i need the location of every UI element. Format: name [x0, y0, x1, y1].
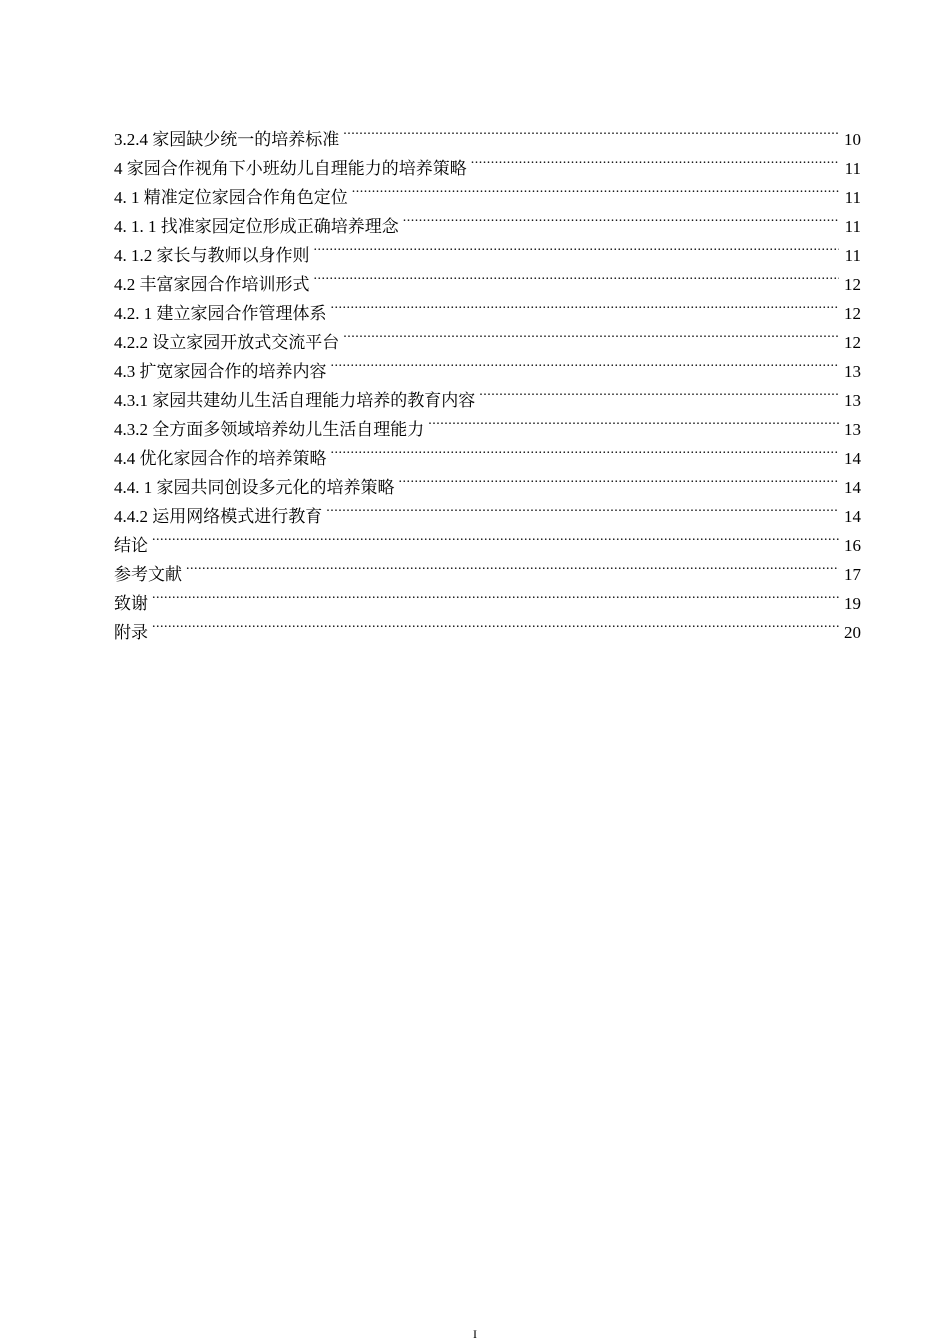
toc-dot-leader — [343, 319, 839, 348]
toc-entry-title: 4.2. 1 建立家园合作管理体系 — [114, 304, 327, 323]
toc-entry-page: 12 — [844, 275, 861, 294]
toc-entry-title: 4.4.2 运用网络模式进行教育 — [114, 507, 323, 526]
toc-entry-title: 4. 1. 1 找准家园定位形成正确培养理念 — [114, 217, 399, 236]
toc-entry-page: 13 — [844, 420, 861, 439]
toc-entry-title: 4.3.2 全方面多领域培养幼儿生活自理能力 — [114, 420, 425, 439]
toc-entry[interactable] — [114, 116, 861, 149]
toc-entry-title: 4.3 扩宽家园合作的培养内容 — [114, 362, 327, 381]
toc-entry-page: 11 — [844, 217, 861, 236]
toc-entry-page: 19 — [844, 594, 861, 613]
toc-entry-title: 4.2 丰富家园合作培训形式 — [114, 275, 310, 294]
toc-entry-page: 14 — [844, 507, 861, 526]
toc-entry-title: 结论 — [114, 536, 148, 555]
toc-dot-leader — [152, 609, 839, 638]
toc-entry-title: 4.3.1 家园共建幼儿生活自理能力培养的教育内容 — [114, 391, 476, 410]
toc-entry[interactable] — [114, 609, 861, 642]
toc-entry-title: 4.4 优化家园合作的培养策略 — [114, 449, 327, 468]
toc-dot-leader — [479, 377, 839, 406]
toc-dot-leader — [331, 290, 840, 319]
toc-entry[interactable] — [114, 522, 861, 555]
toc-entry-page: 13 — [844, 391, 861, 410]
toc-dot-leader — [152, 522, 839, 551]
toc-entry-page: 16 — [844, 536, 861, 555]
toc-entry-title: 4. 1 精准定位家园合作角色定位 — [114, 188, 348, 207]
toc-entry-title: 4.2.2 设立家园开放式交流平台 — [114, 333, 340, 352]
toc-entry-page: 11 — [844, 188, 861, 207]
toc-entry-page: 11 — [844, 159, 861, 178]
toc-entry-page: 17 — [844, 565, 861, 584]
toc-entry-title: 4. 1.2 家长与教师以身作则 — [114, 246, 310, 265]
toc-entry-page: 14 — [844, 449, 861, 468]
toc-dot-leader — [326, 493, 839, 522]
toc-entry-page: 20 — [844, 623, 861, 642]
toc-entry-page: 10 — [844, 130, 861, 149]
toc-entry-title: 致谢 — [114, 594, 148, 613]
toc-dot-leader — [314, 261, 840, 290]
toc-dot-leader — [331, 348, 840, 377]
toc-dot-leader — [331, 435, 840, 464]
toc-entry-page: 13 — [844, 362, 861, 381]
toc-dot-leader — [186, 551, 839, 580]
toc-dot-leader — [314, 232, 840, 261]
toc-entry-page: 12 — [844, 333, 861, 352]
toc-dot-leader — [352, 174, 839, 203]
toc-entry[interactable] — [114, 580, 861, 613]
toc-entry[interactable] — [114, 551, 861, 584]
toc-entry-title: 3.2.4 家园缺少统一的培养标准 — [114, 130, 340, 149]
toc-entry-title: 参考文献 — [114, 565, 182, 584]
toc-entry-page: 14 — [844, 478, 861, 497]
table-of-contents — [114, 116, 861, 642]
toc-entry-title: 附录 — [114, 623, 148, 642]
toc-entry-page: 11 — [844, 246, 861, 265]
toc-dot-leader — [343, 116, 839, 145]
toc-entry-page: 12 — [844, 304, 861, 323]
toc-dot-leader — [399, 464, 840, 493]
page-number: I — [473, 1327, 477, 1341]
toc-dot-leader — [471, 145, 839, 174]
toc-dot-leader — [152, 580, 839, 609]
toc-entry-title: 4.4. 1 家园共同创设多元化的培养策略 — [114, 478, 395, 497]
toc-entry-title: 4 家园合作视角下小班幼儿自理能力的培养策略 — [114, 159, 467, 178]
toc-dot-leader — [428, 406, 839, 435]
toc-dot-leader — [403, 203, 839, 232]
